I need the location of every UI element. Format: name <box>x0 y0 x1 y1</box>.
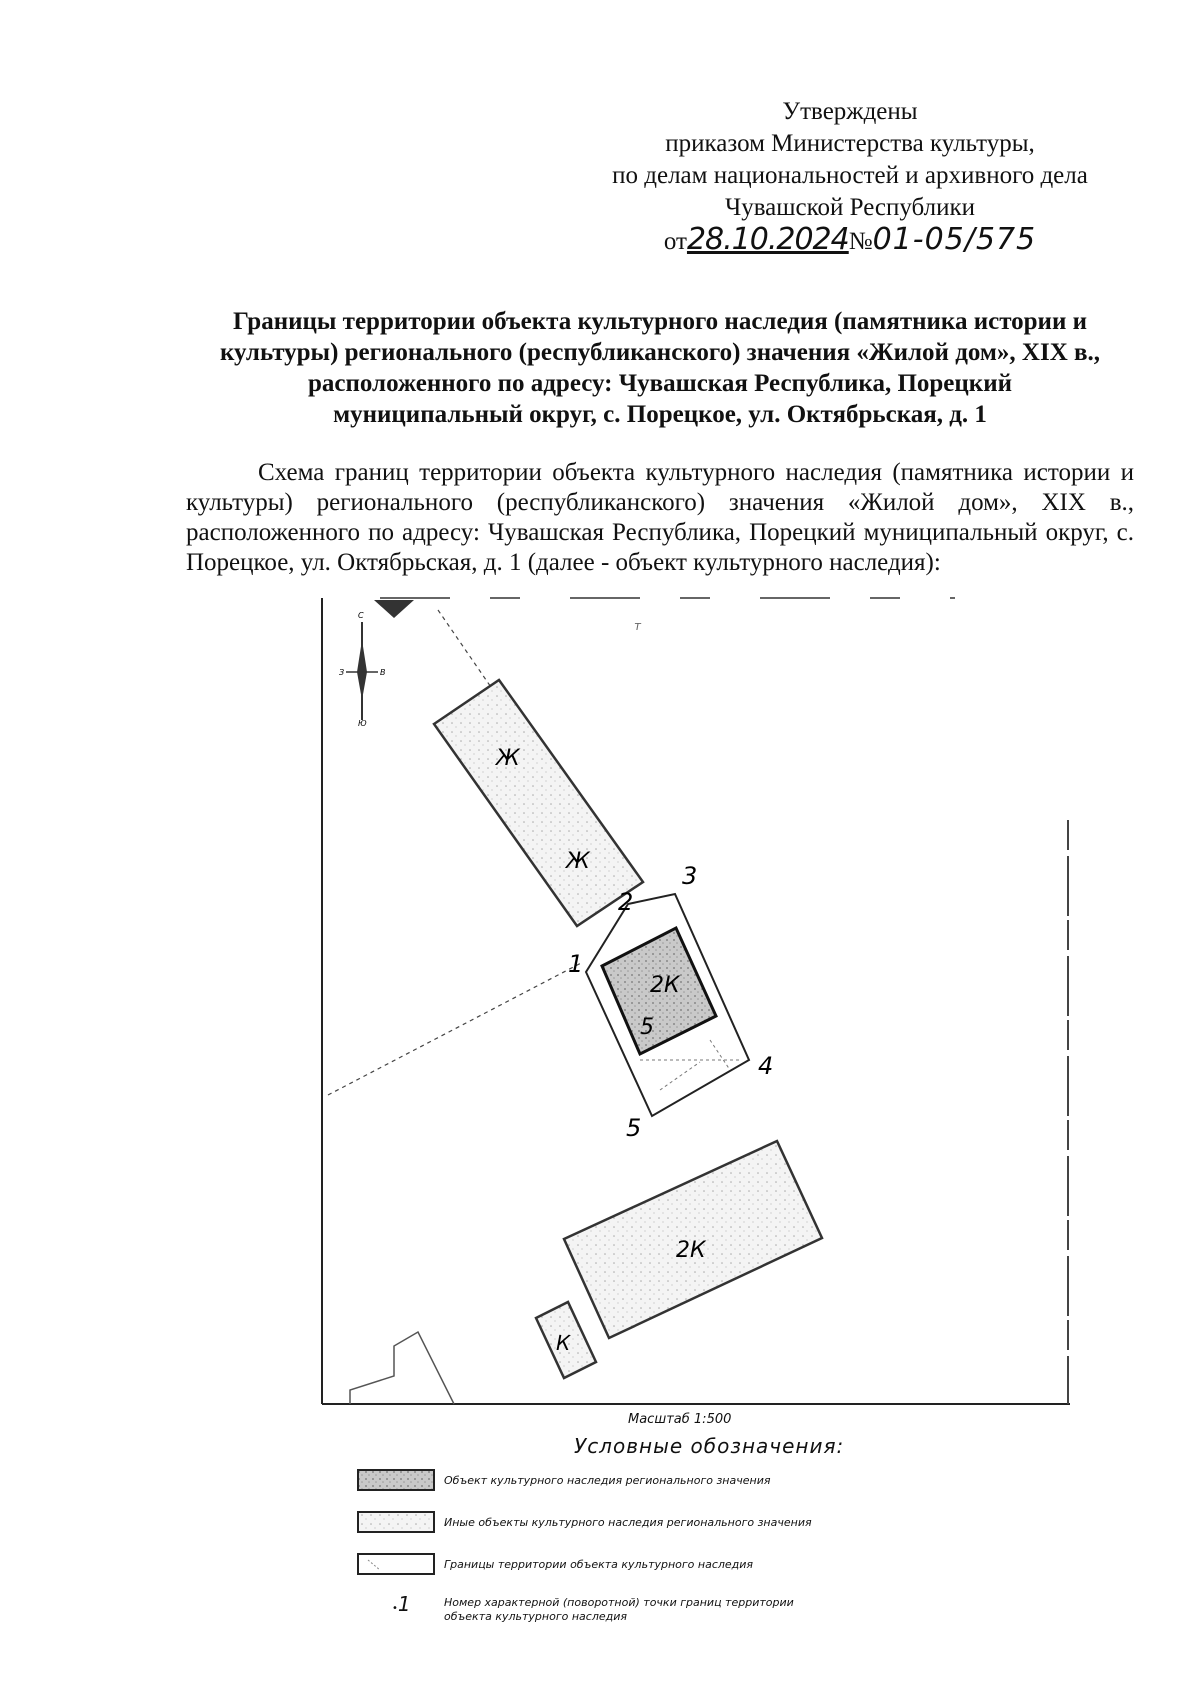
compass-north: С <box>358 611 364 620</box>
legend-swatch-boundary <box>358 1554 434 1574</box>
title-line-4: муниципальный округ, с. Порецкое, ул. Октябрьская, д. 1 <box>333 401 987 428</box>
compass-rose <box>339 611 386 728</box>
southwest-structure <box>350 1332 454 1404</box>
title-line-3: расположенного по адресу: Чувашская Республика, Порецкий <box>307 370 1013 397</box>
label-zh-2: Ж <box>566 849 590 874</box>
label-main-2k: 2К <box>650 973 680 998</box>
dashed-line-west <box>328 962 583 1095</box>
top-triangle <box>374 600 414 618</box>
legend-swatch-regional-object <box>358 1470 434 1490</box>
point-2: 2 <box>618 888 634 916</box>
compass-west: З <box>339 668 345 677</box>
approval-line-1: Утверждены <box>782 98 918 125</box>
legend-item-4: Номер характерной (поворотной) точки границ территории объекта культурного наследия <box>444 1596 794 1623</box>
legend-item-3: Границы территории объекта культурного наследия <box>444 1558 754 1571</box>
residential-building-zh <box>434 680 643 926</box>
approval-line-3: по делам национальностей и архивного дела <box>612 162 1088 189</box>
handwritten-date: 28.10.2024 <box>686 222 849 257</box>
legend-point-number: 1 <box>397 1592 411 1616</box>
top-tick-marker: т <box>634 619 641 633</box>
label-main-5: 5 <box>640 1015 654 1040</box>
legend-point-dot: • <box>392 1603 398 1614</box>
compass-east: В <box>380 668 386 677</box>
legend-item-2: Иные объекты культурного наследия регионального значения <box>444 1516 812 1529</box>
handwritten-number: 01-05/575 <box>872 222 1037 257</box>
legend-title: Условные обозначения: <box>574 1434 845 1458</box>
heritage-object-south <box>564 1141 822 1338</box>
label-small-k: К <box>556 1331 571 1355</box>
legend-item-1: Объект культурного наследия регионального значения <box>444 1474 771 1487</box>
legend-point-sample <box>392 1592 411 1616</box>
point-4: 4 <box>758 1052 774 1080</box>
label-south-2k: 2К <box>676 1238 706 1263</box>
compass-south: Ю <box>358 719 367 728</box>
description-text: Схема границ территории объекта культурного наследия (памятника истории и культуры) регионального (республиканского) значения «Жилой дом», XIX в., расположенного по адресу: Чувашская Республика, Порецкий муниципальный округ, с. Порецкое, ул. Октябрьская, д. 1 (далее - объект культурного наследия): <box>186 459 1134 576</box>
small-building-k <box>536 1302 596 1378</box>
point-1: 1 <box>568 950 584 978</box>
point-3: 3 <box>682 862 698 890</box>
legend-swatch-other-objects <box>358 1512 434 1532</box>
approval-line-4: Чувашской Республики <box>724 194 976 221</box>
approval-line-2: приказом Министерства культуры, <box>665 130 1035 157</box>
title-line-1: Границы территории объекта культурного наследия (памятника истории и <box>232 308 1088 335</box>
label-zh-1: Ж <box>496 746 520 771</box>
point-5: 5 <box>626 1114 642 1142</box>
title-line-2: культуры) регионального (республиканского) значения «Жилой дом», XIX в., <box>219 339 1101 366</box>
number-prefix: № <box>848 228 873 255</box>
map-scale: Масштаб 1:500 <box>628 1412 732 1427</box>
date-prefix: от <box>663 228 687 255</box>
